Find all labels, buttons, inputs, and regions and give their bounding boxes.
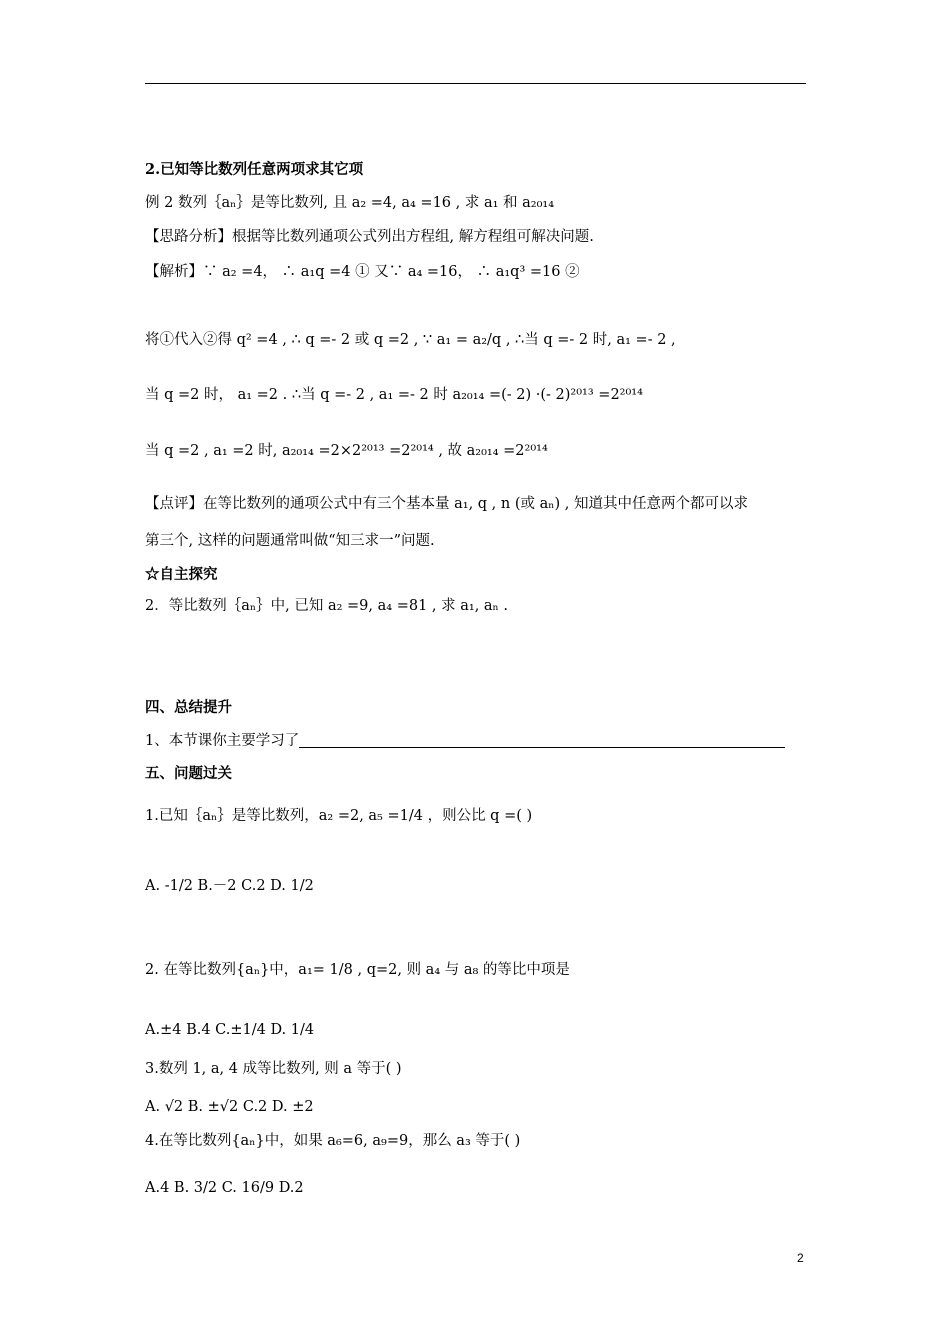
- question-3: 3.数列 1, a, 4 成等比数列, 则 a 等于( ): [145, 1061, 402, 1077]
- solution: 【解析】∵ a₂ =4， ∴ a₁q =4 ① 又∵ a₄ =16， ∴ a₁q³ =16 ②: [145, 264, 580, 280]
- summary-heading: 四、总结提升: [145, 699, 232, 716]
- comment-line-2: 第三个, 这样的问题通常叫做“知三求一”问题.: [145, 533, 435, 549]
- section2-heading: 2.已知等比数列任意两项求其它项: [145, 161, 364, 178]
- analysis: 【思路分析】根据等比数列通项公式列出方程组, 解方程组可解决问题.: [145, 229, 594, 245]
- comment-line-1: 【点评】在等比数列的通项公式中有三个基本量 a₁, q , n (或 aₙ) , 知道其中任意两个都可以求: [145, 496, 749, 512]
- header-rule: [145, 83, 806, 84]
- summary-item-1: [145, 731, 785, 751]
- explore-heading: ☆自主探究: [145, 566, 218, 583]
- question-2: 2. 在等比数列{aₙ}中，a₁= 1/8 , q=2, 则 a₄ 与 a₈ 的等比中项是: [145, 962, 570, 978]
- summary-item-1-label: 1、本节课你主要学习了: [145, 733, 300, 749]
- question-4-options: A.4 B. 3/2 C. 16/9 D.2: [145, 1180, 304, 1196]
- solution-step-2: 当 q =2 时， a₁ =2 . ∴当 q =- 2 , a₁ =- 2 时 a₂₀₁₄ =(- 2) ·(- 2)²⁰¹³ =2²⁰¹⁴: [145, 387, 643, 403]
- question-1-options: A. -1/2 B.－2 C.2 D. 1/2: [145, 878, 314, 894]
- question-1: 1.已知｛aₙ｝是等比数列，a₂ =2, a₅ =1/4 ，则公比 q =( ): [145, 808, 533, 824]
- answer-blank[interactable]: [299, 747, 785, 748]
- question-3-options: A. √2 B. ±√2 C.2 D. ±2: [145, 1099, 314, 1115]
- solution-step-1: 将①代入②得 q² =4 , ∴ q =- 2 或 q =2 , ∵ a₁ = a₂/q , ∴当 q =- 2 时, a₁ =- 2 ,: [145, 332, 676, 348]
- checkpoint-heading: 五、问题过关: [145, 765, 232, 782]
- question-4: 4.在等比数列{aₙ}中，如果 a₆=6, a₉=9，那么 a₃ 等于( ): [145, 1133, 521, 1149]
- solution-step-3: 当 q =2 , a₁ =2 时, a₂₀₁₄ =2×2²⁰¹³ =2²⁰¹⁴ , 故 a₂₀₁₄ =2²⁰¹⁴: [145, 443, 548, 459]
- page-number: 2: [797, 1251, 804, 1265]
- example-2: 例 2 数列｛aₙ｝是等比数列, 且 a₂ =4, a₄ =16 , 求 a₁ 和 a₂₀₁₄: [145, 195, 555, 211]
- question-2-options: A.±4 B.4 C.±1/4 D. 1/4: [145, 1022, 315, 1038]
- explore-problem: 2．等比数列｛aₙ｝中, 已知 a₂ =9, a₄ =81 , 求 a₁, aₙ .: [145, 598, 509, 614]
